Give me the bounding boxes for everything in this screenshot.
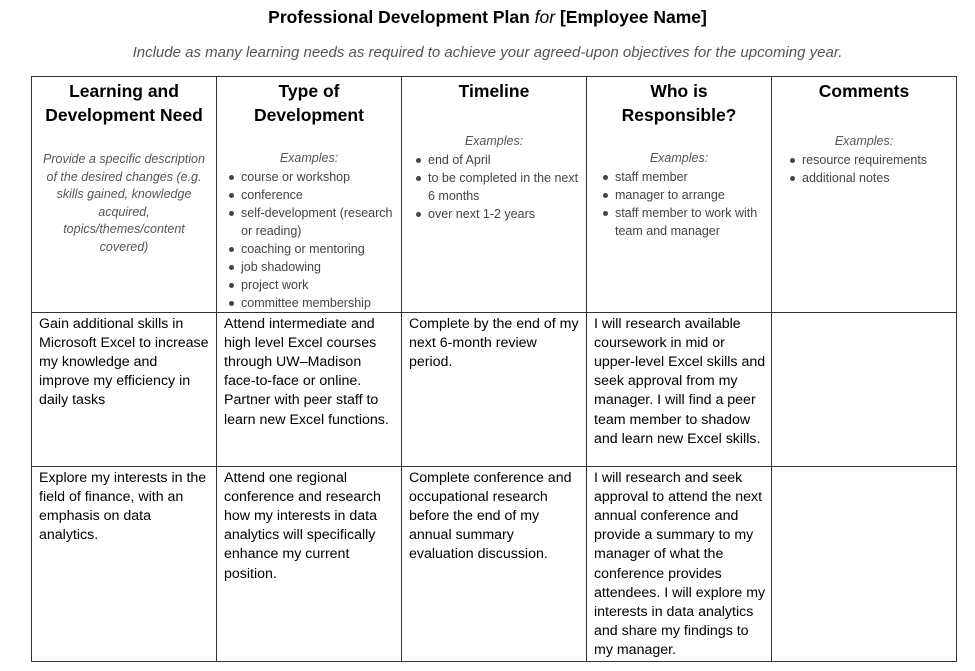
cell-text: I will research and seek approval to attend the next annual conference and provide a summary to my manager of what the conference provides attendees. I will explore my interests in data analytics and share my findings to my manager. <box>594 469 766 659</box>
cell-type <box>217 312 402 466</box>
cell-text: Attend one regional conference and research how my interests in data analytics will specifically enhance my current position. <box>224 469 381 582</box>
guide-line: covered) <box>99 239 149 254</box>
example-item: over next 1-2 years <box>428 205 586 223</box>
examples-list <box>217 168 401 312</box>
development-plan-table <box>31 76 957 662</box>
header-title <box>402 77 586 103</box>
example-item: manager to arrange <box>615 186 771 204</box>
table-row <box>32 312 957 466</box>
header-title <box>772 77 956 103</box>
header-who-is-responsible <box>587 77 772 313</box>
header-title-line: Timeline <box>458 81 530 101</box>
examples-label: Examples: <box>464 134 524 148</box>
header-title-line: Development <box>254 105 364 125</box>
header-title <box>587 77 771 127</box>
example-item: resource requirements <box>802 151 956 169</box>
cell-text: Attend intermediate and high level Excel courses through UW–Madison face-to-face or online. Partner with peer staff to learn new Excel functions. <box>224 315 389 428</box>
example-item: self-development (research or reading) <box>241 204 401 240</box>
cell-timeline <box>402 312 587 466</box>
cell-text: Complete conference and occupational research before the end of my annual summary evaluation discussion. <box>409 469 572 563</box>
examples-list <box>402 151 586 223</box>
examples-list <box>772 151 956 187</box>
example-item: staff member to work with team and manager <box>615 204 771 240</box>
example-item: conference <box>241 186 401 204</box>
header-title <box>217 77 401 127</box>
examples-label: Examples: <box>279 151 339 165</box>
example-item: coaching or mentoring <box>241 240 401 258</box>
header-comments <box>772 77 957 313</box>
examples-label: Examples: <box>649 151 709 165</box>
title-for: for <box>534 7 556 27</box>
example-item: project work <box>241 276 401 294</box>
cell-need <box>32 466 217 661</box>
header-title-line: Type of <box>278 81 340 101</box>
guide-line: Provide a specific description <box>43 152 205 166</box>
cell-text <box>772 313 956 315</box>
cell-responsible <box>587 466 772 661</box>
cell-timeline <box>402 466 587 661</box>
cell-text: Explore my interests in the field of finance, with an emphasis on data analytics. <box>39 469 207 544</box>
header-guide <box>32 151 216 256</box>
cell-responsible <box>587 312 772 466</box>
cell-text <box>772 467 956 469</box>
header-title-line: Learning and <box>69 81 179 101</box>
page-subtitle: Include as many learning needs as required to achieve your agreed-upon objectives for the upcoming year. <box>132 44 843 61</box>
cell-need <box>32 312 217 466</box>
header-title-line: Development Need <box>45 105 203 125</box>
guide-line: of the desired changes (e.g. <box>46 169 202 184</box>
guide-line: topics/themes/content <box>63 222 185 236</box>
header-title-line: Responsible? <box>621 105 737 125</box>
header-title <box>32 77 216 127</box>
cell-text: Gain additional skills in Microsoft Excel to increase my knowledge and improve my efficiency in daily tasks <box>39 315 209 409</box>
header-learning-need <box>32 77 217 313</box>
cell-type <box>217 466 402 661</box>
cell-text: I will research available coursework in mid or upper-level Excel skills and seek approval from my manager. I will find a peer team member to shadow and learn new Excel skills. <box>594 315 766 447</box>
cell-text: Complete by the end of my next 6-month review period. <box>409 315 579 370</box>
example-item: end of April <box>428 151 586 169</box>
page-title <box>0 6 975 28</box>
example-item: additional notes <box>802 169 956 187</box>
example-item: to be completed in the next 6 months <box>428 169 586 205</box>
cell-comments <box>772 466 957 661</box>
header-title-line: Who is <box>650 81 708 101</box>
title-employee-name: [Employee Name] <box>559 7 707 27</box>
examples-label: Examples: <box>834 134 894 148</box>
header-timeline <box>402 77 587 313</box>
header-row <box>32 77 957 313</box>
example-item: course or workshop <box>241 168 401 186</box>
example-item: job shadowing <box>241 258 401 276</box>
examples-list <box>587 168 771 240</box>
guide-line: acquired, <box>98 204 150 219</box>
example-item: staff member <box>615 168 771 186</box>
cell-comments <box>772 312 957 466</box>
header-type-of-development <box>217 77 402 313</box>
example-item: committee membership <box>241 294 401 312</box>
table-row <box>32 466 957 661</box>
guide-line: skills gained, knowledge <box>56 187 192 201</box>
header-title-line: Comments <box>818 81 910 101</box>
title-main: Professional Development Plan <box>268 7 530 27</box>
